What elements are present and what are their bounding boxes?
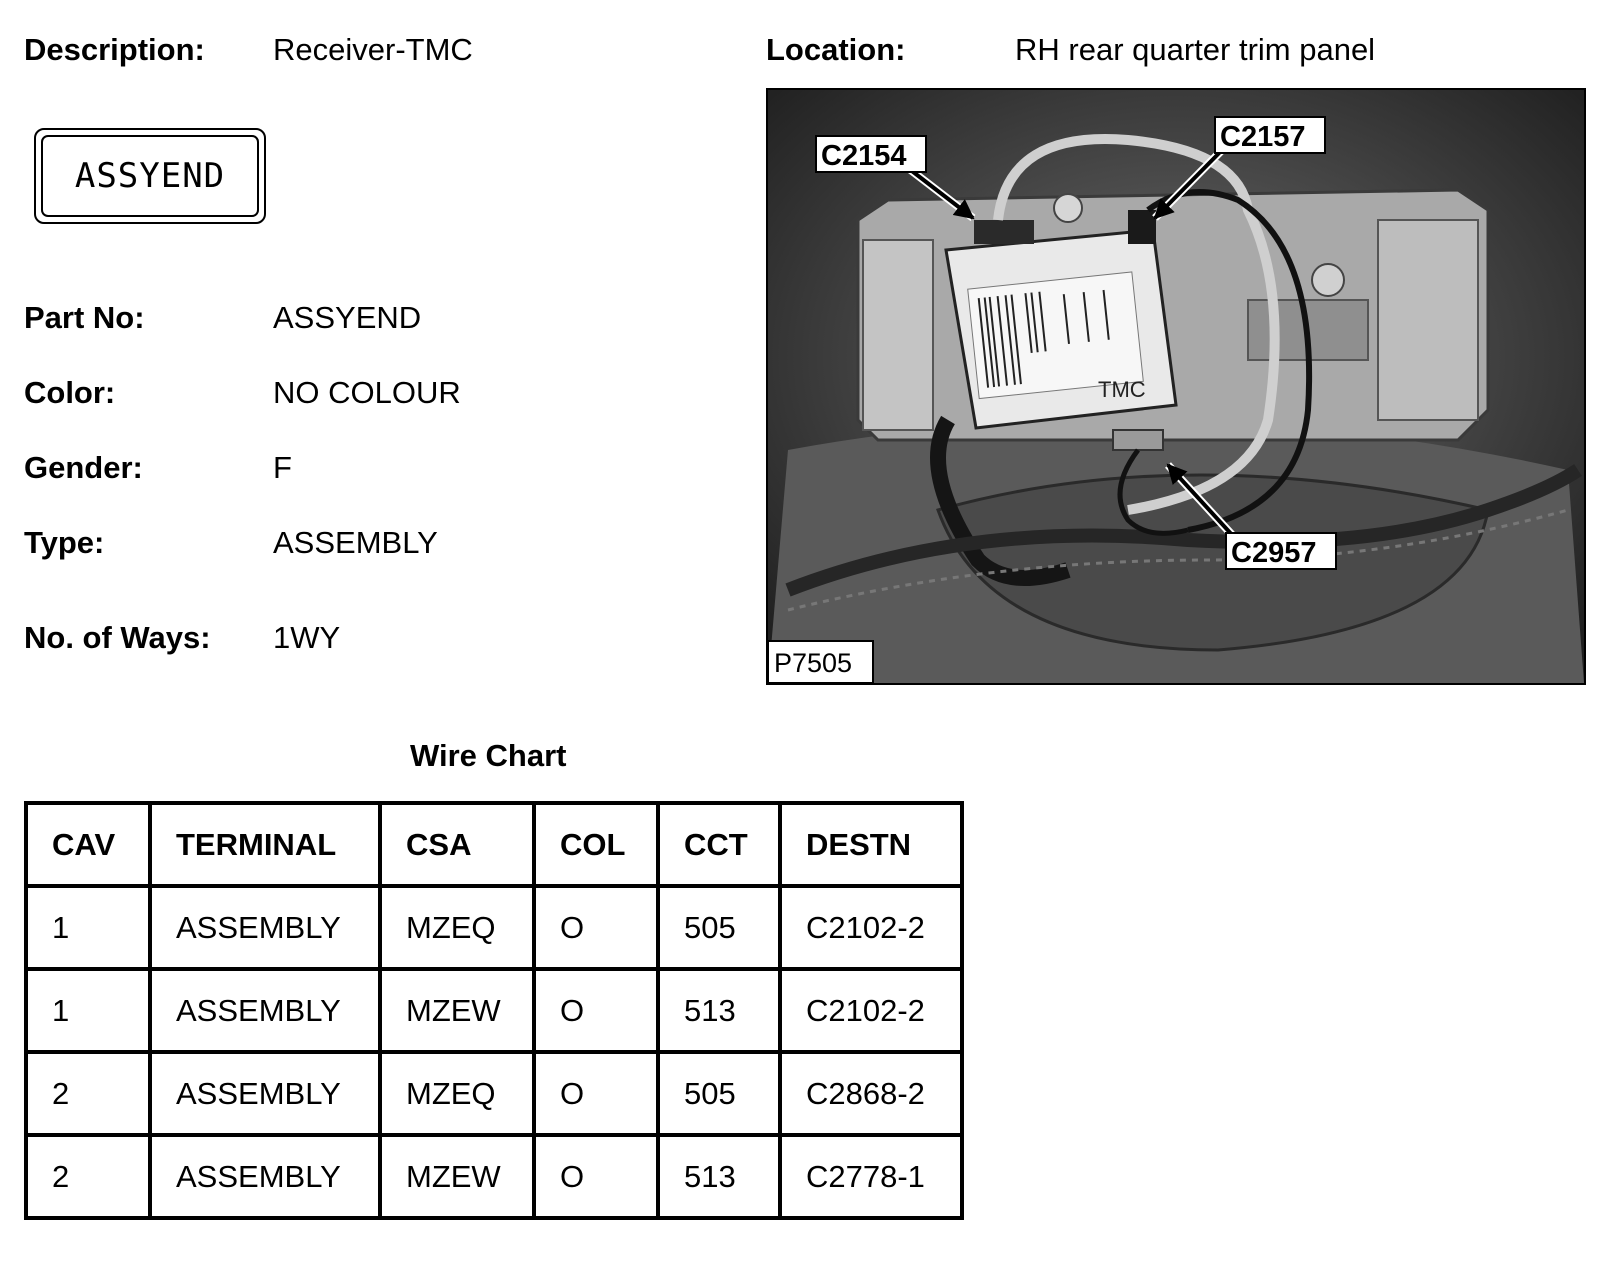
cell-csa: MZEW bbox=[380, 1135, 534, 1218]
cell-destn: C2778-1 bbox=[780, 1135, 962, 1218]
callout-c2957: C2957 bbox=[1231, 537, 1317, 569]
header-destn: DESTN bbox=[780, 803, 962, 886]
wire-chart-title: Wire Chart bbox=[410, 738, 567, 773]
cell-csa: MZEW bbox=[380, 969, 534, 1052]
description-value: Receiver-TMC bbox=[273, 32, 473, 67]
table-row bbox=[26, 1135, 962, 1218]
description-label: Description: bbox=[24, 32, 205, 67]
cell-csa: MZEQ bbox=[380, 886, 534, 969]
part-stamp-text: ASSYEND bbox=[41, 135, 259, 217]
header-terminal: TERMINAL bbox=[150, 803, 380, 886]
no-of-ways-value: 1WY bbox=[273, 620, 341, 655]
cell-cav: 1 bbox=[26, 969, 150, 1052]
cell-terminal: ASSEMBLY bbox=[150, 1052, 380, 1135]
part-no-label: Part No: bbox=[24, 300, 145, 335]
cell-cct: 505 bbox=[658, 1052, 780, 1135]
table-header-row bbox=[26, 803, 962, 886]
gender-value: F bbox=[273, 450, 292, 485]
location-label: Location: bbox=[766, 32, 906, 67]
color-value: NO COLOUR bbox=[273, 375, 461, 410]
header-col: COL bbox=[534, 803, 658, 886]
cell-destn: C2868-2 bbox=[780, 1052, 962, 1135]
cell-col: O bbox=[534, 969, 658, 1052]
callout-c2157: C2157 bbox=[1220, 121, 1306, 153]
part-stamp bbox=[34, 128, 266, 224]
location-photo bbox=[766, 88, 1586, 685]
cell-cct: 513 bbox=[658, 969, 780, 1052]
color-label: Color: bbox=[24, 375, 116, 410]
cell-csa: MZEQ bbox=[380, 1052, 534, 1135]
cell-destn: C2102-2 bbox=[780, 969, 962, 1052]
photo-ref: P7505 bbox=[774, 648, 853, 678]
gender-label: Gender: bbox=[24, 450, 143, 485]
cell-cct: 513 bbox=[658, 1135, 780, 1218]
cell-cav: 2 bbox=[26, 1052, 150, 1135]
header-csa: CSA bbox=[380, 803, 534, 886]
table-row bbox=[26, 1052, 962, 1135]
cell-terminal: ASSEMBLY bbox=[150, 1135, 380, 1218]
wire-chart-table bbox=[24, 801, 964, 1220]
callout-c2154: C2154 bbox=[821, 140, 907, 172]
cell-cav: 1 bbox=[26, 886, 150, 969]
no-of-ways-label: No. of Ways: bbox=[24, 620, 211, 655]
part-no-value: ASSYEND bbox=[273, 300, 422, 335]
type-label: Type: bbox=[24, 525, 105, 560]
cell-col: O bbox=[534, 886, 658, 969]
cell-col: O bbox=[534, 1052, 658, 1135]
cell-cav: 2 bbox=[26, 1135, 150, 1218]
type-value: ASSEMBLY bbox=[273, 525, 438, 560]
cell-destn: C2102-2 bbox=[780, 886, 962, 969]
table-row bbox=[26, 886, 962, 969]
location-value: RH rear quarter trim panel bbox=[1015, 32, 1376, 67]
cell-col: O bbox=[534, 1135, 658, 1218]
cell-terminal: ASSEMBLY bbox=[150, 969, 380, 1052]
cell-cct: 505 bbox=[658, 886, 780, 969]
table-row bbox=[26, 969, 962, 1052]
cell-terminal: ASSEMBLY bbox=[150, 886, 380, 969]
header-cav: CAV bbox=[26, 803, 150, 886]
module-tmc-label: TMC bbox=[1098, 377, 1146, 402]
header-cct: CCT bbox=[658, 803, 780, 886]
